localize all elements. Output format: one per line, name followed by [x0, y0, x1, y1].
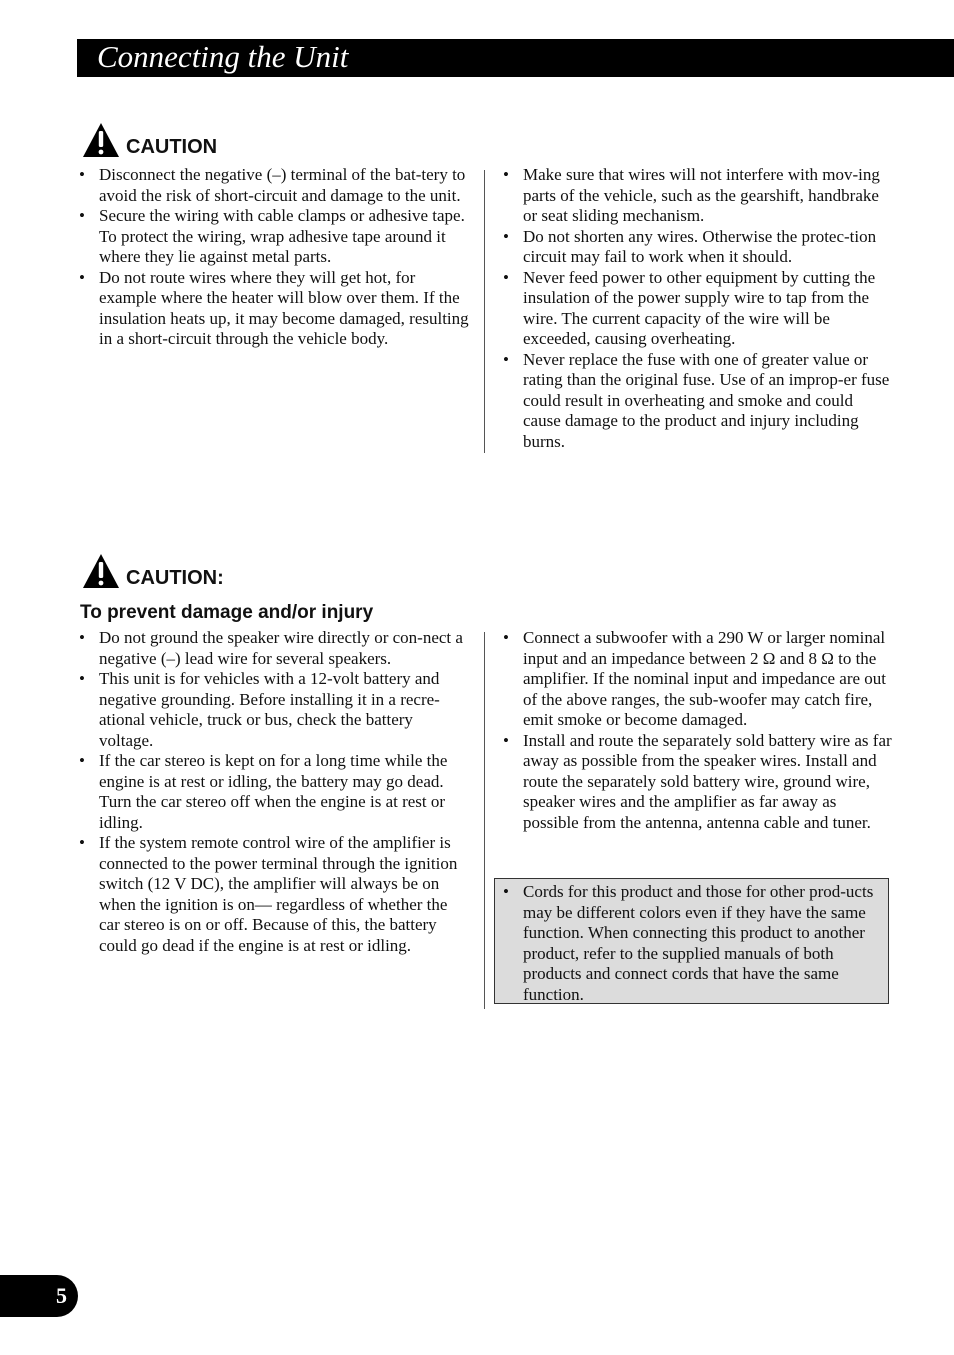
- note-list: [501, 882, 885, 1005]
- page-number-tab: [0, 1275, 78, 1317]
- list-item: • Secure the wiring with cable clamps or adhesive tape. To protect the wiring, wrap adhesive tape around it where they lie against metal parts.: [77, 206, 469, 268]
- caution-label: CAUTION: [126, 136, 218, 158]
- list-item: • Install and route the separately sold battery wire as far away as possible from the speaker wires. Install and route the separately sold battery wire, ground wire, speaker wires and the amplifier as far away as possible from the antenna, antenna cable and tuner.: [501, 731, 893, 834]
- page-title: Connecting the Unit: [97, 39, 349, 74]
- warning-triangle-icon: [82, 553, 120, 589]
- warning-triangle-icon: [82, 122, 120, 158]
- caution-heading-2: [82, 553, 224, 589]
- caution-list-left: [77, 165, 469, 350]
- caution-list-right: [501, 165, 893, 452]
- list-item: • This unit is for vehicles with a 12-volt battery and negative grounding. Before installing it in a recre-ational vehicle, truck or bus, check the battery voltage.: [77, 669, 469, 751]
- list-item: • Cords for this product and those for other prod-ucts may be different colors even if they have the same function. When connecting this product to another product, refer to the supplied manuals of both products and connect cords that have the same function.: [501, 882, 885, 1005]
- list-item: • Do not ground the speaker wire directly or con-nect a negative (–) lead wire for several speakers.: [77, 628, 469, 669]
- list-item: • Never replace the fuse with one of greater value or rating than the original fuse. Use of an improp-er fuse could result in overheating and smoke and could cause damage to the product and injury including burns.: [501, 350, 893, 453]
- column-divider: [484, 170, 485, 453]
- note-box: [494, 878, 889, 1004]
- page-number: 5: [56, 1283, 67, 1308]
- caution-heading-1: [82, 122, 217, 158]
- header-bar: [77, 39, 954, 77]
- list-item: • Do not shorten any wires. Otherwise the protec-tion circuit may fail to work when it should.: [501, 227, 893, 268]
- section-subheading: To prevent damage and/or injury: [80, 602, 374, 623]
- list-item: • If the system remote control wire of the amplifier is connected to the power terminal through the ignition switch (12 V DC), the amplifier will always be on when the ignition is on— regardless of whether the car stereo is on or off. Because of this, the battery could go dead if the engine is at rest or idling.: [77, 833, 469, 956]
- injury-list-right: [501, 628, 893, 833]
- list-item: • Never feed power to other equipment by cutting the insulation of the power supply wire to tap from the wire. The current capacity of the wire will be exceeded, causing overheating.: [501, 268, 893, 350]
- list-item: • Make sure that wires will not interfere with mov-ing parts of the vehicle, such as the gearshift, handbrake or seat sliding mechanism.: [501, 165, 893, 227]
- list-item: • Disconnect the negative (–) terminal of the bat-tery to avoid the risk of short-circuit and damage to the unit.: [77, 165, 469, 206]
- caution-label: CAUTION:: [126, 567, 224, 589]
- injury-list-left: [77, 628, 469, 956]
- list-item: • Do not route wires where they will get hot, for example where the heater will blow over them. If the insulation heats up, it may become damaged, resulting in a short-circuit through the vehicle body.: [77, 268, 469, 350]
- list-item: • If the car stereo is kept on for a long time while the engine is at rest or idling, the battery may go dead. Turn the car stereo off when the engine is at rest or idling.: [77, 751, 469, 833]
- column-divider: [484, 632, 485, 1009]
- list-item: • Connect a subwoofer with a 290 W or larger nominal input and an impedance between 2 Ω and 8 Ω to the amplifier. If the nominal input and impedance are out of the above ranges, the sub-woofer may catch fire, emit smoke or become damaged.: [501, 628, 893, 731]
